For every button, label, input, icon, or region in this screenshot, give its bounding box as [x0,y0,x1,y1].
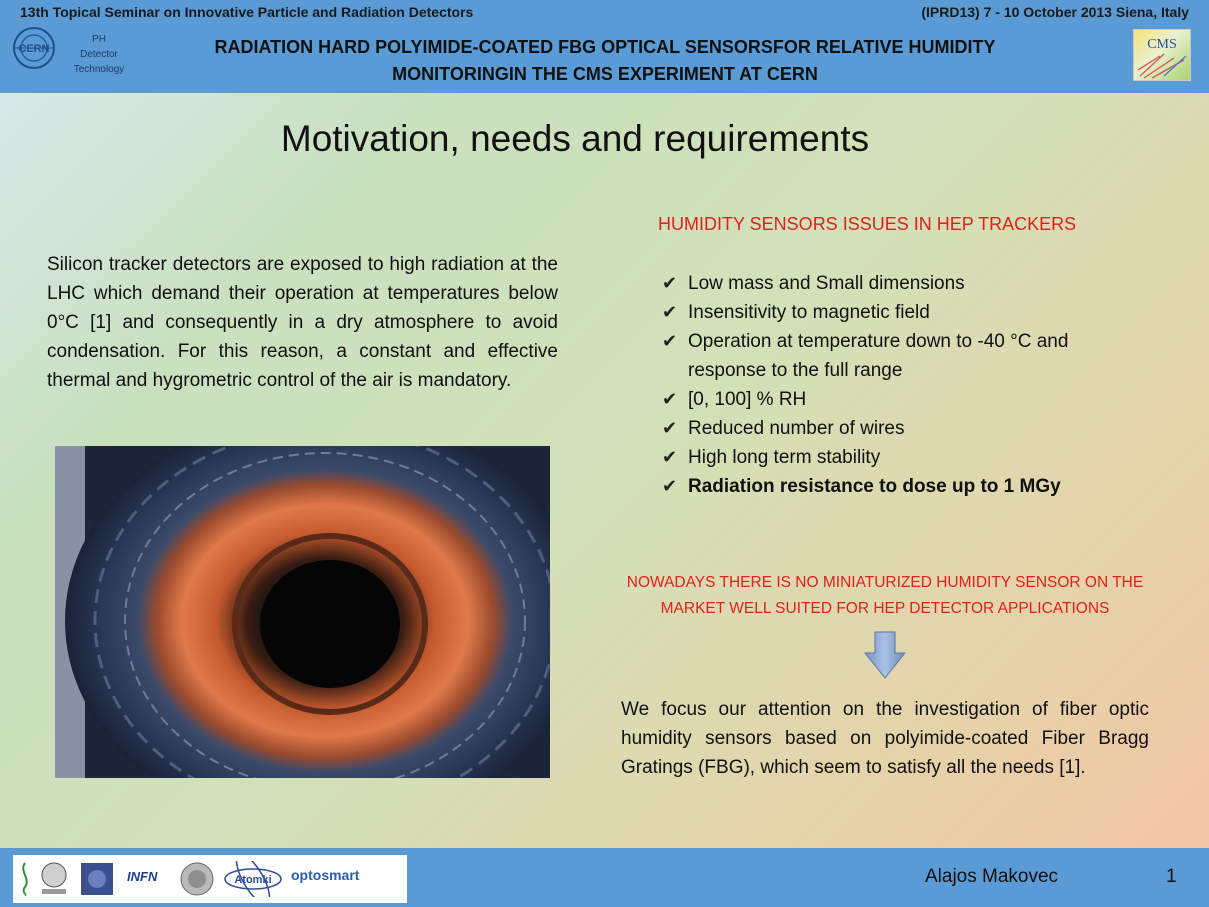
issues-heading: HUMIDITY SENSORS ISSUES IN HEP TRACKERS [658,214,1077,234]
conference-event: (IPRD13) 7 - 10 October 2013 Siena, Italy [921,4,1189,20]
conference-name: 13th Topical Seminar on Innovative Particle and Radiation Detectors [20,4,474,20]
cern-logo-icon [12,26,56,70]
list-item [662,298,1122,327]
list-item [662,414,1122,443]
page-number: 1 [1166,866,1177,887]
requirement-text: Insensitivity to magnetic field [688,302,930,323]
requirement-text: Reduced number of wires [688,418,905,439]
presentation-title [150,34,1060,88]
cern-logo-text: CERN [18,43,50,55]
ph-line: Technology [73,64,125,75]
checkmark-icon: ✔ [662,302,678,322]
partner-logos [13,855,407,903]
requirement-text: Operation at temperature down to -40 °C and response to the full range [688,331,1069,381]
market-gap-line-1: NOWADAYS THERE IS NO MINIATURIZED HUMIDITY SENSOR ON THE [626,574,1144,591]
down-arrow-icon [864,631,906,679]
requirement-text: Radiation resistance to dose up to 1 MGy [688,476,1061,497]
optosmart-logo: optosmart [291,867,360,883]
list-item [662,327,1122,385]
market-gap-statement [580,570,1190,622]
checkmark-icon: ✔ [662,476,678,496]
checkmark-icon: ✔ [662,331,678,351]
intro-paragraph: Silicon tracker detectors are exposed to high radiation at the LHC which demand their operation at temperatures below 0°C [1] and consequently in a dry atmosphere to avoid condensation. For this reason, a constant and effective thermal and hygrometric control of the air is mandatory. [47,254,558,391]
title-line-1: RADIATION HARD POLYIMIDE-COATED FBG OPTICAL SENSORSFOR RELATIVE HUMIDITY [214,37,996,57]
checkmark-icon: ✔ [662,418,678,438]
slide-title: Motivation, needs and requirements [280,118,870,159]
author-name: Alajos Makovec [925,866,1059,887]
infn-logo: INFN [127,869,158,884]
focus-paragraph: We focus our attention on the investigation of fiber optic humidity sensors based on polyimide-coated Fiber Bragg Gratings (FBG), which seem to satisfy all the needs [1]. [621,699,1149,778]
seal-logo-icon [179,861,215,897]
ph-line: PH [92,34,106,45]
checkmark-icon: ✔ [662,273,678,293]
requirements-list [662,269,1122,501]
cms-logo-text: CMS [1147,37,1177,52]
ph-detector-technology [62,32,136,77]
university-seal-icon [39,861,69,897]
cms-tracker-photo [55,446,550,778]
market-gap-line-2: MARKET WELL SUITED FOR HEP DETECTOR APPLICATIONS [660,600,1110,617]
atomki-logo-icon [221,861,285,897]
cnr-logo-icon [79,861,115,897]
requirement-text: High long term stability [688,447,881,468]
checkmark-icon: ✔ [662,389,678,409]
list-item [662,269,1122,298]
atomki-logo-text: Atomki [234,874,272,886]
partner-logo-icon [17,861,33,897]
cms-logo-icon [1133,29,1191,81]
requirement-text: [0, 100] % RH [688,389,807,410]
checkmark-icon: ✔ [662,447,678,467]
list-item [662,443,1122,472]
ph-line: Detector [80,49,118,60]
requirement-text: Low mass and Small dimensions [688,273,965,294]
list-item [662,385,1122,414]
title-line-2: MONITORINGIN THE CMS EXPERIMENT AT CERN [392,64,818,84]
list-item [662,472,1122,501]
